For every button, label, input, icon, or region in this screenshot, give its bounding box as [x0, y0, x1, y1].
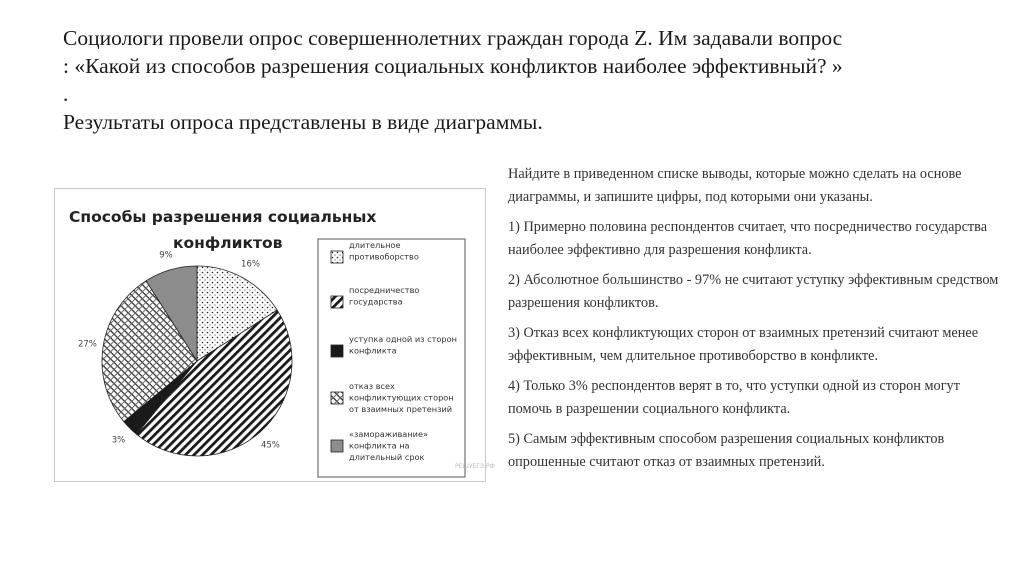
- title-line-1: Социологи провели опрос совершеннолетних граждан города Z. Им задавали вопрос: [63, 26, 843, 50]
- title-line-2: : «Какой из способов разрешения социальных конфликтов наиболее эффективный? »: [63, 54, 843, 78]
- task-item-3: 3) Отказ всех конфликтующих сторон от взаимных претензий считают менее эффективным, чем длительное противоборство в конфликте.: [508, 325, 979, 364]
- legend-label-3-line-2: конфликта: [349, 345, 397, 356]
- legend-swatch-2: [331, 296, 343, 308]
- watermark: РЕШУЕГЭ.РФ: [455, 463, 495, 470]
- pie-value-label-4: 27%: [77, 339, 97, 350]
- legend-label-4-line-1: отказ всех: [349, 381, 395, 391]
- task-text: [508, 163, 1000, 481]
- page-title: [63, 24, 963, 136]
- pie-value-label-1: 16%: [241, 259, 260, 270]
- legend-label-5-line-2: конфликта на: [349, 440, 410, 451]
- title-line-3: .: [63, 82, 69, 106]
- chart-frame: [54, 188, 495, 482]
- legend-label-2-line-1: посредничество: [349, 285, 420, 295]
- legend-swatch-1: [331, 251, 343, 263]
- legend-label-5-line-1: «замораживание»: [349, 429, 429, 439]
- task-intro: Найдите в приведенном списке выводы, которые можно сделать на основе диаграммы, и запишите цифры, под которыми они указаны.: [508, 166, 962, 205]
- title-line-4: Результаты опроса представлены в виде диаграммы.: [63, 110, 543, 134]
- task-item-5: 5) Самым эффективным способом разрешения социальных конфликтов опрошенные считают отказ от взаимных претензий.: [508, 431, 945, 470]
- task-item-1: 1) Примерно половина респондентов считает, что посредничество государства наиболее эффективно для разрешения конфликта.: [508, 219, 988, 258]
- pie-value-label-3: 3%: [111, 435, 126, 446]
- legend-swatch-5: [331, 440, 343, 452]
- chart-title-line-2: конфликтов: [173, 234, 283, 252]
- pie-value-label-5: 9%: [159, 250, 173, 261]
- pie-slices: [102, 266, 292, 456]
- pie-value-label-2: 45%: [260, 440, 280, 451]
- pie-chart: [55, 189, 495, 483]
- legend-label-4-line-3: от взаимных претензий: [349, 404, 453, 414]
- legend-label-1-line-1: длительное: [349, 240, 401, 250]
- legend-label-5-line-3: длительный срок: [349, 452, 425, 462]
- legend-swatch-3: [331, 345, 343, 357]
- task-item-2: 2) Абсолютное большинство - 97% не считают уступку эффективным средством разрешения конфликтов.: [508, 272, 999, 311]
- legend-label-1-line-2: противоборство: [349, 251, 419, 262]
- legend-label-2-line-2: государства: [349, 296, 403, 307]
- legend-label-3-line-1: уступка одной из сторон: [349, 334, 457, 344]
- legend-swatch-4: [331, 392, 343, 404]
- legend-label-4-line-2: конфликтующих сторон: [349, 392, 454, 403]
- chart-title-line-1: Способы разрешения социальных: [69, 208, 377, 226]
- task-item-4: 4) Только 3% респондентов верят в то, что уступки одной из сторон могут помочь в разрешении социального конфликта.: [508, 378, 960, 417]
